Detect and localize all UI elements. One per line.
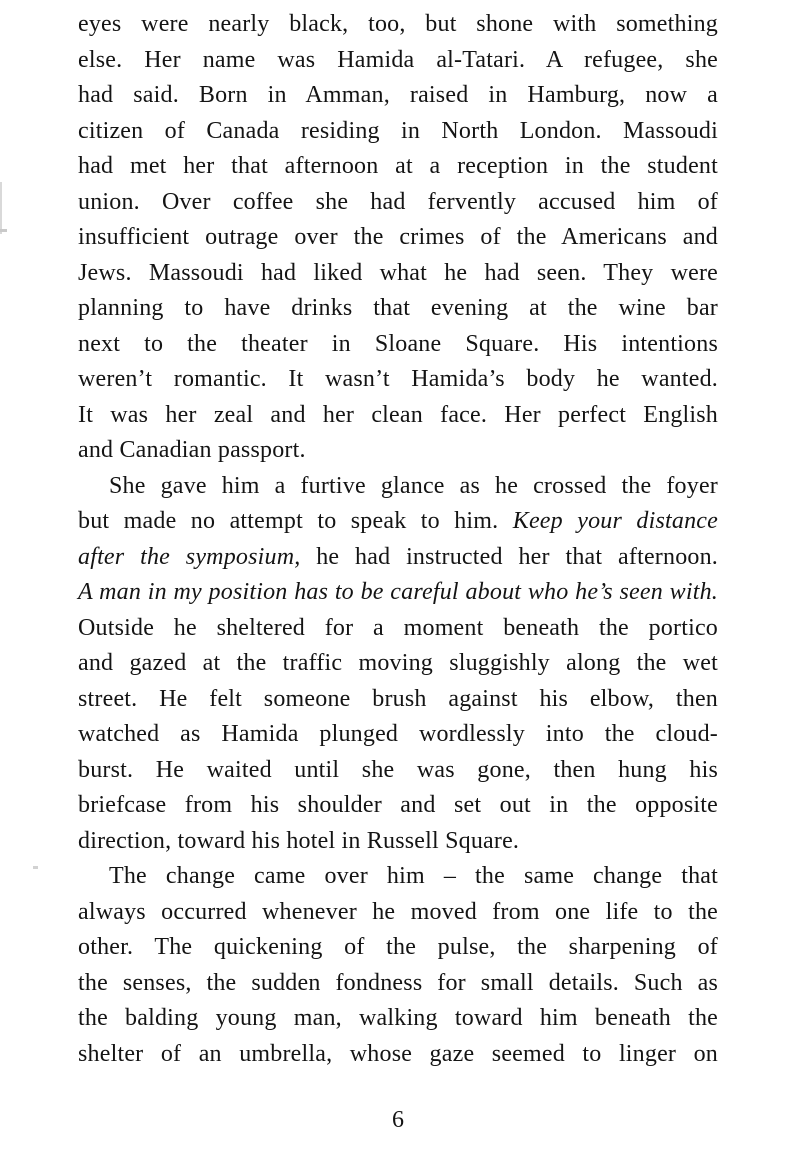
text-line xyxy=(78,682,718,718)
text-line xyxy=(78,469,718,505)
text-segment: She gave him a furtive glance as he crossed the foyer xyxy=(109,472,718,499)
text-line xyxy=(78,43,718,79)
text-line xyxy=(78,575,718,611)
text-segment: had said. Born in Amman, raised in Hamburg, now a xyxy=(78,82,718,108)
text-segment: always occurred whenever he moved from one life to the xyxy=(78,898,718,925)
text-segment: It was her zeal and her clean face. Her perfect English xyxy=(78,401,718,428)
text-segment: The change came over him – the same change that xyxy=(109,863,718,889)
text-segment: else. Her name was Hamida al-Tatari. A refugee, she xyxy=(78,46,718,73)
text-line xyxy=(78,327,718,363)
text-segment: he had instructed her that afternoon. xyxy=(300,543,718,570)
text-segment: citizen of Canada residing in North London. Massoudi xyxy=(78,117,718,144)
text-line xyxy=(78,824,718,860)
text-line xyxy=(78,362,718,398)
text-line xyxy=(78,611,718,647)
text-line xyxy=(78,540,718,576)
text-segment: direction, toward his hotel in Russell Square. xyxy=(78,827,520,854)
text-line xyxy=(78,78,718,114)
text-segment: but made no attempt to speak to him. xyxy=(78,508,513,534)
text-line xyxy=(78,256,718,292)
text-line xyxy=(78,1037,718,1073)
text-segment: burst. He waited until she was gone, then hung his xyxy=(78,756,718,783)
text-line xyxy=(78,398,718,434)
text-segment: briefcase from his shoulder and set out in the opposite xyxy=(78,792,718,818)
text-line xyxy=(78,646,718,682)
text-segment: union. Over coffee she had fervently accused him of xyxy=(78,188,718,215)
text-segment: watched as Hamida plunged wordlessly into the cloud- xyxy=(78,721,718,747)
text-segment: eyes were nearly black, too, but shone with something xyxy=(78,11,718,37)
italic-text-segment: after the symposium, xyxy=(78,543,301,570)
page-number: 6 xyxy=(392,1107,404,1133)
text-segment: street. He felt someone brush against his elbow, then xyxy=(78,685,718,712)
italic-text-segment: Keep your distance xyxy=(512,508,718,534)
text-segment: Jews. Massoudi had liked what he had seen. They were xyxy=(78,259,718,286)
page-text xyxy=(78,7,718,1072)
text-line xyxy=(78,1001,718,1037)
text-line xyxy=(78,966,718,1002)
text-line xyxy=(78,185,718,221)
scan-artifact xyxy=(33,866,38,869)
text-segment: other. The quickening of the pulse, the sharpening of xyxy=(78,934,718,960)
text-segment: and gazed at the traffic moving sluggishly along the wet xyxy=(78,650,718,676)
text-line xyxy=(78,114,718,150)
text-line xyxy=(78,895,718,931)
text-segment: had met her that afternoon at a reception in the student xyxy=(78,153,718,179)
text-line xyxy=(78,7,718,43)
text-line xyxy=(78,149,718,185)
text-segment: Outside he sheltered for a moment beneath the portico xyxy=(78,614,718,641)
text-segment: planning to have drinks that evening at the wine bar xyxy=(78,295,718,321)
text-segment: and Canadian passport. xyxy=(78,437,306,463)
text-line xyxy=(78,717,718,753)
scan-artifact xyxy=(0,229,7,232)
text-segment: the senses, the sudden fondness for small details. Such as xyxy=(78,969,718,996)
text-segment: weren’t romantic. It wasn’t Hamida’s body he wanted. xyxy=(78,366,718,392)
text-segment: the balding young man, walking toward him beneath the xyxy=(78,1005,718,1031)
text-line xyxy=(78,930,718,966)
text-line xyxy=(78,504,718,540)
text-segment: insufficient outrage over the crimes of the Americans and xyxy=(78,224,718,250)
text-line xyxy=(78,859,718,895)
text-line xyxy=(78,753,718,789)
italic-text-segment: A man in my position has to be careful about who he’s seen with. xyxy=(78,579,718,605)
text-line xyxy=(78,788,718,824)
text-line xyxy=(78,220,718,256)
text-segment: shelter of an umbrella, whose gaze seemed to linger on xyxy=(78,1040,718,1067)
text-line xyxy=(78,433,718,469)
text-segment: next to the theater in Sloane Square. His intentions xyxy=(78,330,718,357)
text-line xyxy=(78,291,718,327)
scan-artifact xyxy=(0,182,2,234)
